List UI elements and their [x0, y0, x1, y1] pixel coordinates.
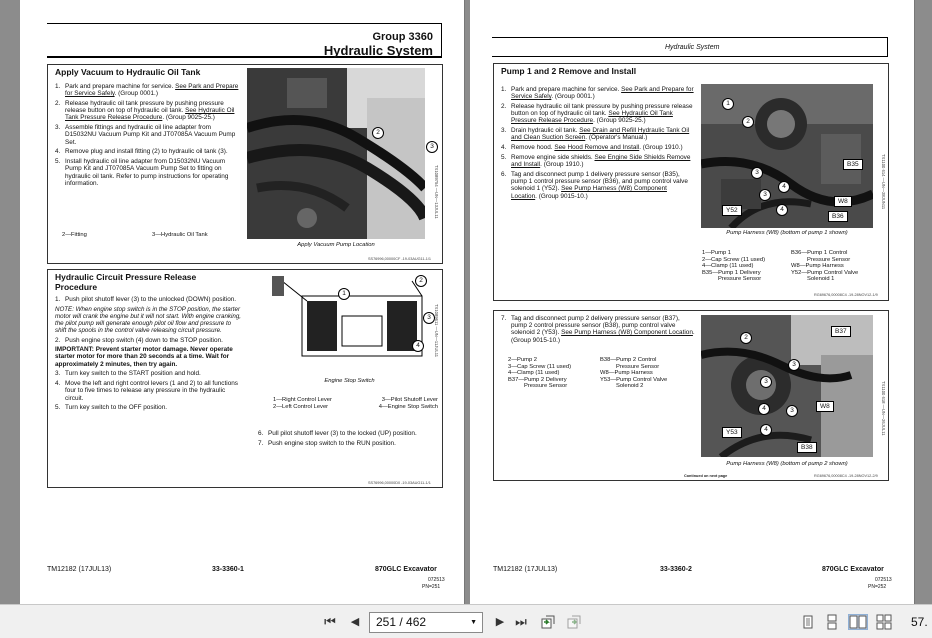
- callout-1: 1: [338, 288, 350, 300]
- pump1-caption: Pump Harness (W8) (bottom of pump 1 shown): [726, 230, 848, 236]
- page-header: [492, 37, 888, 57]
- pump-steps: [501, 86, 694, 202]
- continuous-view-icon[interactable]: [824, 614, 840, 630]
- step-item: 3. Drain hydraulic oil tank. See Drain and Refill Hydraulic Tank Oil and Clean Suction Screen. (Operator's Manual.): [501, 127, 690, 142]
- pump1-ref: RG69676,00008C4 -19-28NOV12-1/9: [814, 293, 878, 297]
- step-item: 3. Assemble fittings and hydraulic oil line adapter from D15032NU Vacuum Pump Kit and JT07085A Vacuum Pump Set.: [55, 124, 236, 146]
- link-pressure-release[interactable]: See Hydraulic Oil Tank Pressure Release Procedure: [65, 107, 235, 122]
- next-page-button[interactable]: ▶: [495, 616, 505, 628]
- pump2-continued: Continued on next page: [684, 474, 728, 478]
- pump2-steps: [501, 315, 697, 344]
- section-apply-vacuum: [47, 64, 443, 264]
- callout-2: 2: [372, 127, 384, 139]
- tag-y53: Y53: [722, 427, 742, 438]
- footer-page-number: 33-3360-1: [212, 566, 244, 573]
- tag-y52: Y52: [722, 205, 742, 216]
- page-251: [20, 0, 465, 604]
- single-page-view-icon[interactable]: [800, 614, 816, 630]
- header-title: Hydraulic System: [665, 44, 720, 51]
- step-item: 4. Remove hood. See Hood Remove and Install. (Group 1910.): [501, 144, 683, 152]
- pump2-legend-col2: B38—Pump 2 Control Pressure Sensor W8—Pump Harness Y53—Pump Control Valve Solenoid 2: [600, 357, 668, 389]
- callout-3: 3: [751, 167, 763, 179]
- step-item: 2. Release hydraulic oil tank pressure by pushing pressure release button on top of hydraulic oil tank. See Hydraulic Oil Tank Pressure Release Procedure. (Group 9025-25.): [55, 100, 235, 122]
- step-item: 4. Move the left and right control levers (1 and 2) to all functions four to five times to release any pressure in the hydraulic circuit.: [55, 380, 238, 402]
- callout-2: 2: [742, 116, 754, 128]
- two-page-continuous-icon[interactable]: [876, 614, 892, 630]
- callout-3: 3: [423, 312, 435, 324]
- pump2-legend-col1: 2—Pump 2 3—Cap Screw (11 used) 4—Clamp (11 used) B37—Pump 2 Delivery Pressure Sensor: [508, 357, 572, 389]
- footer-pn: PN=251: [422, 584, 441, 590]
- first-page-button[interactable]: ⏮: [324, 614, 336, 629]
- pump1-legend-col1: 1—Pump 1 2—Cap Screw (11 used) 4—Clamp (11 used) B35—Pump 1 Delivery Pressure Sensor: [702, 250, 766, 282]
- page-number-field[interactable]: [369, 612, 483, 633]
- go-forward-view-icon[interactable]: [566, 614, 582, 630]
- legend-fitting: 2—Fitting: [62, 232, 87, 238]
- step-item: 1. Park and prepare machine for service. See Park and Prepare for Service Safely. (Group 0001.): [501, 86, 694, 101]
- callout-1: 1: [722, 98, 734, 110]
- footer-date-code: 072513: [875, 577, 892, 583]
- vacuum-ref: SS76996,00000CF -19-03AUG11-1/1: [368, 257, 432, 261]
- callout-4: 4: [760, 424, 772, 436]
- vacuum-pump-photo: [247, 68, 425, 239]
- step-item: 3. Turn key switch to the START position and hold.: [55, 370, 201, 378]
- callout-2: 2: [415, 275, 427, 287]
- step-item: 6. Pull pilot shutoff lever (3) to the locked (UP) position.: [258, 430, 417, 437]
- go-back-view-icon[interactable]: [540, 614, 556, 630]
- step-item: 2. Push engine stop switch (4) down to the STOP position.: [55, 336, 223, 344]
- tag-w8: W8: [834, 196, 852, 207]
- system-title: Hydraulic System: [323, 43, 433, 58]
- link-park-prepare[interactable]: See Park and Prepare for Service Safely: [65, 83, 239, 98]
- footer-manual-id: TM12182 (17JUL13): [493, 566, 558, 573]
- step-item: 5. Remove engine side shields. See Engine Side Shields Remove and Install. (Group 1910.): [501, 154, 691, 169]
- tag-b36: B36: [828, 211, 848, 222]
- circuit-side-code: TX1089611 —UN—11JUL11: [434, 304, 439, 358]
- step-item: 2. Release hydraulic oil tank pressure by pushing pressure release button on top of hydraulic oil tank. See Hydraulic Oil Tank Pressure Release Procedure. (Group 9025-25.): [501, 103, 693, 125]
- legend-tank: 3—Hydraulic Oil Tank: [152, 232, 208, 238]
- callout-4: 4: [778, 181, 790, 193]
- section-pump-remove: [493, 63, 889, 301]
- callout-3: 3: [759, 189, 771, 201]
- circuit-steps-col1: [55, 296, 241, 411]
- page-header: [47, 23, 442, 58]
- footer-model: 870GLC Excavator: [822, 566, 884, 573]
- link-park-prepare[interactable]: See Park and Prepare for Service Safely: [511, 86, 694, 101]
- step-item: 7. Tag and disconnect pump 2 delivery pressure sensor (B37), pump 2 control pressure sensor (B38), pump control valve solenoid 2 (Y53). See Pump Harness (W8) Component Location. (Group 9015-10.): [501, 315, 695, 344]
- pump2-side-code: TX1100 618 —UN—26JUL11: [881, 381, 886, 436]
- section-title: Apply Vacuum to Hydraulic Oil Tank: [55, 67, 201, 77]
- section-circuit-release: [47, 269, 443, 488]
- step-item: 1. Push pilot shutoff lever (3) to the unlocked (DOWN) position.: [55, 296, 237, 303]
- circuit-ref: SS76996,00000D0 -19-03AUG11-1/1: [368, 481, 431, 485]
- link-hood[interactable]: See Hood Remove and Install: [554, 144, 640, 152]
- link-side-shields[interactable]: See Engine Side Shields Remove and Install: [511, 154, 691, 169]
- step-item: 1. Park and prepare machine for service. See Park and Prepare for Service Safely. (Group 0001.): [55, 83, 239, 98]
- callout-4: 4: [776, 204, 788, 216]
- section-title: Pump 1 and 2 Remove and Install: [501, 66, 637, 76]
- section-title: Hydraulic Circuit Pressure Release Procedure: [55, 272, 197, 292]
- chevron-down-icon[interactable]: ▼: [470, 619, 477, 626]
- callout-3: 3: [426, 141, 438, 153]
- switch-legend: 1—Right Control Lever 3—Pilot Shutoff Lever 2—Left Control Lever 4—Engine Stop Switch: [273, 397, 438, 410]
- vacuum-steps: [55, 83, 241, 190]
- important-text: IMPORTANT: Prevent starter motor damage. Never operate starter motor for more than 20 seconds at a time. Wait for approximately 2 minutes, then try again.: [55, 346, 233, 368]
- two-page-view-icon[interactable]: [848, 614, 868, 630]
- pump2-caption: Pump Harness (W8) (bottom of pump 2 shown): [726, 461, 848, 467]
- callout-3: 3: [788, 359, 800, 371]
- pump1-legend-col2: B36—Pump 1 Control Pressure Sensor W8—Pump Harness Y52—Pump Control Valve Solenoid 1: [791, 250, 859, 282]
- link-pressure-release[interactable]: See Hydraulic Oil Tank Pressure Release Procedure: [511, 110, 673, 125]
- switch-caption: Engine Stop Switch: [324, 378, 375, 384]
- page-252: [470, 0, 915, 604]
- tag-w8: W8: [816, 401, 834, 412]
- group-label: Group 3360: [372, 31, 433, 43]
- circuit-steps-col2: [258, 430, 438, 447]
- pump1-side-code: TX1100 614 —UN—28JUN11: [881, 154, 886, 210]
- footer-model: 870GLC Excavator: [375, 566, 437, 573]
- pump2-ref: RG69676,00008C4 -19-28NOV12-2/9: [814, 474, 878, 478]
- tag-b35: B35: [843, 159, 863, 170]
- link-pump-harness[interactable]: See Pump Harness (W8) Component Location: [511, 185, 667, 200]
- step-item: 5. Turn key switch to the OFF position.: [55, 404, 168, 412]
- last-page-button[interactable]: ⏭: [515, 614, 527, 629]
- note-text: NOTE: When engine stop switch is in the STOP position, the starter motor will crank the engine but it will not start. With engine cranking, the pilot pump will generate enough pilot oil flow and pressure to shift the spools in the control valve releasing circuit pressure.: [55, 305, 241, 334]
- viewer-toolbar: [0, 604, 932, 638]
- callout-3: 3: [760, 376, 772, 388]
- previous-page-button[interactable]: ◀: [350, 616, 360, 628]
- vacuum-side-code: TX1089754 —UN—13JUL11: [434, 165, 439, 219]
- tag-b38: B38: [797, 442, 817, 453]
- step-item: 6. Tag and disconnect pump 1 delivery pressure sensor (B35), pump 1 control pressure sensor (B36), and pump control valve solenoid 1 (Y52). See Pump Harness (W8) Component Location. (Group 9015-10.): [501, 171, 688, 200]
- footer-pn: PN=252: [868, 584, 887, 590]
- link-pump-harness[interactable]: See Pump Harness (W8) Component Location: [561, 329, 693, 337]
- page-number-value: 251 / 462: [376, 615, 427, 629]
- link-drain-refill[interactable]: See Drain and Refill Hydraulic Tank Oil and Clean Suction Screen: [511, 127, 690, 142]
- callout-3: 3: [786, 405, 798, 417]
- tag-b37: B37: [831, 326, 851, 337]
- footer-manual-id: TM12182 (17JUL13): [47, 566, 112, 573]
- step-item: 7. Push engine stop switch to the RUN position.: [258, 439, 396, 447]
- callout-4: 4: [758, 403, 770, 415]
- step-item: 4. Remove plug and install fitting (2) to hydraulic oil tank (3).: [55, 148, 228, 156]
- section-pump2: [493, 310, 889, 481]
- footer-date-code: 072513: [428, 577, 445, 583]
- zoom-level[interactable]: 57.: [911, 615, 928, 629]
- step-item: 5. Install hydraulic oil line adapter from D15032NU Vacuum Pump Kit and JT07085A Vacuum Pump Set to fitting on hydraulic oil tank. Refer to pump instructions for operating information.: [55, 158, 229, 187]
- callout-4: 4: [412, 340, 424, 352]
- vacuum-caption: Apply Vacuum Pump Location: [297, 242, 375, 248]
- callout-2: 2: [740, 332, 752, 344]
- footer-page-number: 33-3360-2: [660, 566, 692, 573]
